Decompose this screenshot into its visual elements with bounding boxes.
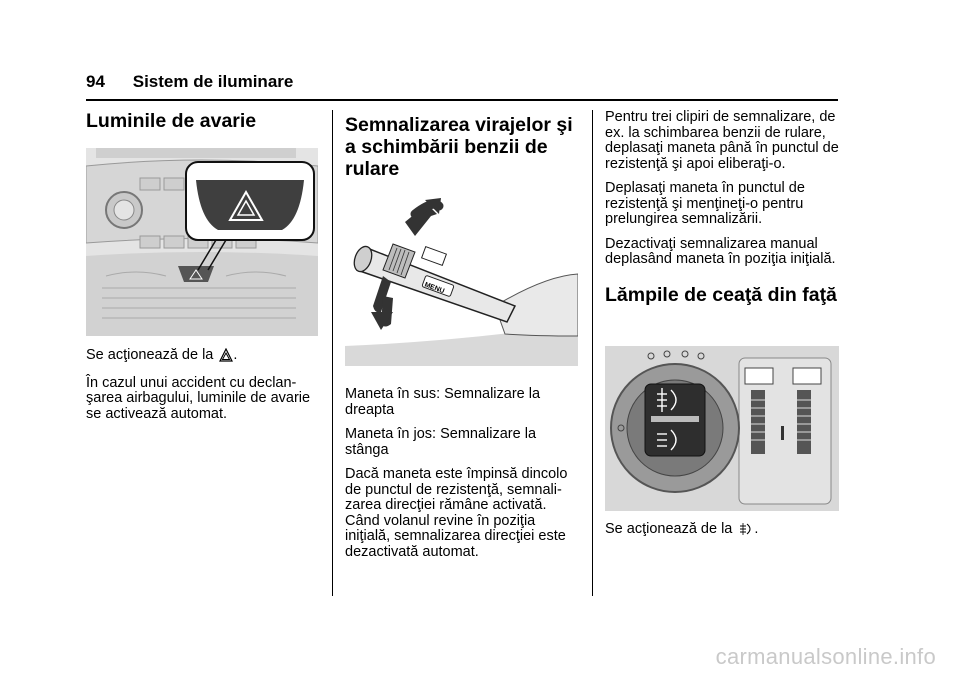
lever-down-paragraph: Maneta în jos: Semnalizare la stânga: [345, 426, 537, 458]
page-header: [86, 72, 293, 92]
fog-caption-text: Se acţionează de la: [605, 521, 733, 537]
three-flash-paragraph: Pentru trei clipiri de semnalizare, de ex. la schimbarea benzii de rulare, deplasaţi maneta până în punctul de rezistenţă şi apoi eliberaţi-o.: [605, 109, 839, 172]
lever-up-paragraph: Maneta în sus: Semnalizare la dreapta: [345, 386, 541, 418]
hazard-caption: [86, 348, 320, 367]
turn-signal-lever-figure: [345, 196, 578, 366]
turn-heading-line-3: rulare: [345, 158, 400, 180]
header-divider: [86, 99, 838, 101]
hazard-triangle-icon: [219, 348, 233, 367]
menu-label: MENU: [423, 281, 446, 296]
hazard-button-figure: [86, 148, 318, 336]
hazard-caption-end: .: [233, 347, 238, 363]
column-divider-2: [592, 110, 593, 596]
watermark: carmanualsonline.info: [715, 644, 936, 669]
column-2: [345, 114, 581, 180]
hold-lever-paragraph: Deplasaţi maneta în punctul de rezistenţă şi menţineţi-o pentru prelungirea semnalizării.: [605, 180, 805, 227]
page-number: 94: [86, 72, 105, 91]
turn-heading-line-2: a schimbării benzii de: [345, 136, 548, 158]
column-2-text: [345, 387, 581, 569]
fog-caption-end: .: [754, 521, 759, 537]
turn-heading-line-1: Semnalizarea virajelor şi: [345, 114, 573, 136]
manual-off-paragraph: Dezactivaţi semnalizarea manual deplasând maneta în poziţia iniţială.: [605, 235, 836, 267]
hazard-caption-text: Se acţionează de la: [86, 347, 214, 363]
turn-signal-heading: [345, 114, 581, 180]
column-divider-1: [332, 110, 333, 596]
column-3-caption: [605, 522, 841, 550]
column-1: [86, 110, 320, 132]
hazard-heading: Luminile de avarie: [86, 110, 257, 132]
fog-lamp-switch-figure: [605, 346, 839, 511]
column-3: [605, 110, 841, 306]
fog-lamp-icon: [738, 522, 754, 541]
fog-lamp-caption: [605, 522, 841, 541]
lever-hold-paragraph: Dacă maneta este împinsă dincolo de punctul de rezistenţă, semnali-zarea direcţiei rămâne activată. Când volanul revine în poziţia iniţială, semnalizarea direcţiei este dezactivată automat.: [345, 466, 568, 560]
section-title: Sistem de iluminare: [132, 72, 294, 91]
fog-lamp-heading: Lămpile de ceaţă din faţă: [605, 283, 837, 306]
column-1-text: [86, 348, 320, 431]
hazard-paragraph: În cazul unui accident cu declan-şarea airbagului, luminile de avarie se activează automat.: [86, 374, 311, 422]
